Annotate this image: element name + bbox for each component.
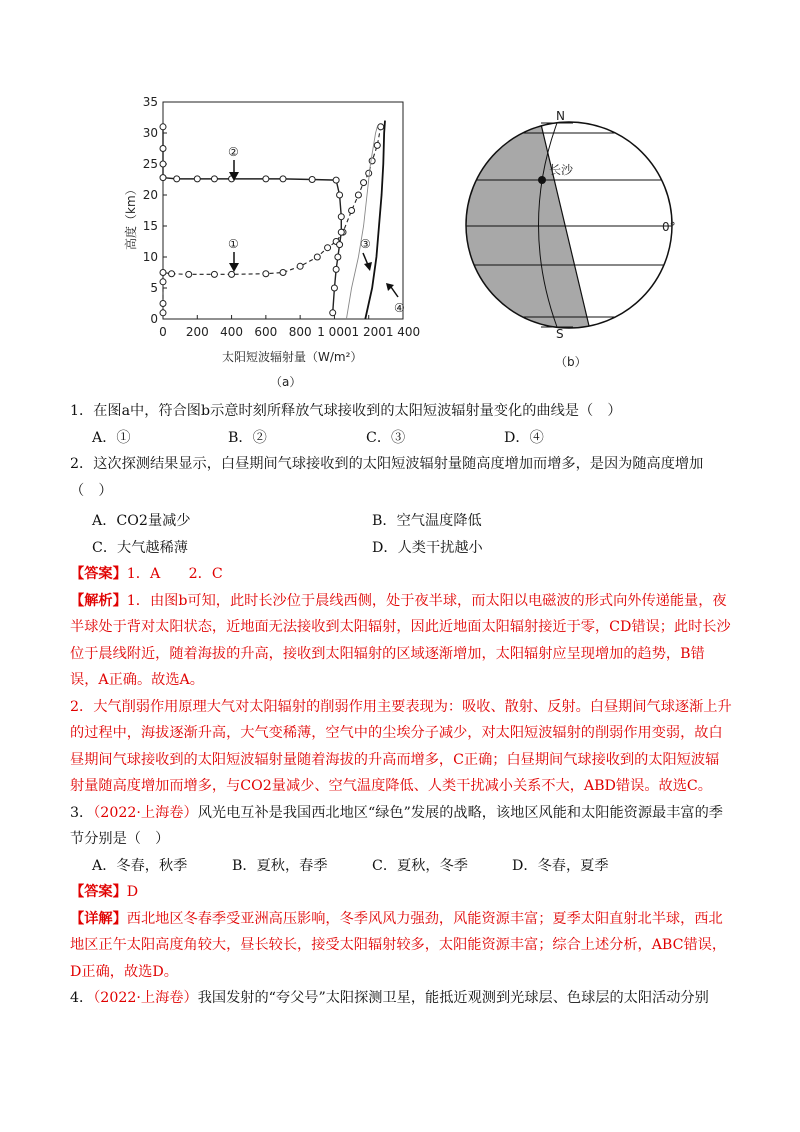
q1-option-b: B．②	[228, 429, 267, 446]
changsha-point	[538, 176, 546, 184]
y-tick-label: 35	[142, 95, 158, 109]
detail-3	[70, 906, 732, 986]
q1-option-d: D．④	[504, 429, 544, 446]
series-point-2	[337, 242, 343, 248]
q2-stem: 2．这次探测结果显示，白昼期间气球接收到的太阳短波辐射量随高度增加而增多，是因为随高度增加（ ）	[70, 456, 704, 499]
series-point-1	[160, 310, 166, 316]
x-tick-label: 1 000	[317, 325, 352, 339]
q2-option-a: A．CO2量减少	[92, 513, 191, 529]
answer-3	[70, 879, 732, 906]
curve-label-3: ③	[360, 237, 371, 251]
q3-source: （2022·上海卷）	[93, 804, 198, 821]
y-tick-label: 0	[150, 312, 158, 326]
series-point-2	[333, 266, 339, 272]
q1-options	[70, 425, 732, 452]
series-point-1	[229, 271, 235, 277]
q3-option-c: C．夏秋，冬季	[372, 857, 468, 874]
city-label: 长沙	[549, 163, 574, 177]
north-label: N	[556, 109, 565, 123]
q2-option-b: B．空气温度降低	[372, 513, 482, 529]
series-point-1	[211, 271, 217, 277]
x-axis-label: 太阳短波辐射量（W/m²）	[222, 350, 363, 364]
y-tick-label: 20	[142, 188, 158, 202]
globe-b	[460, 109, 680, 369]
equator-label: 0°	[662, 220, 676, 234]
series-point-1	[160, 279, 166, 285]
detail-3-tag: 【详解】	[70, 910, 127, 927]
series-point-2	[335, 254, 341, 260]
chart-a	[123, 95, 420, 389]
q3-number: 3．	[70, 804, 94, 821]
detail-3-text: 西北地区冬春季受亚洲高压影响，冬季风风力强劲，风能资源丰富；夏季太阳直射北半球，西北地区正午太阳高度角较大，昼长较长，接受太阳辐射较多，太阳能资源丰富；综合上述分析，ABC错误，D正确，故选D。	[70, 910, 727, 980]
series-point-1	[361, 180, 367, 186]
q2-options-row1	[70, 508, 732, 535]
arrow-3-head	[364, 262, 372, 271]
q1-option-c: C．③	[366, 429, 406, 446]
x-tick-label: 1 400	[385, 325, 421, 339]
series-point-2	[331, 285, 337, 291]
q4-stem	[70, 985, 732, 1012]
question-text	[70, 398, 732, 1012]
y-tick-label: 30	[142, 126, 158, 140]
x-tick-label: 1 200	[351, 325, 386, 339]
y-tick-label: 10	[142, 250, 158, 264]
q3-text: 风光电互补是我国西北地区“绿色”发展的战略，该地区风能和太阳能资源最丰富的季节分别是（ ）	[70, 804, 723, 847]
curve-label-2: ②	[228, 145, 239, 159]
series-point-2	[160, 161, 166, 167]
series-point-1	[263, 271, 269, 277]
series-point-1	[160, 301, 166, 307]
q3-stem	[70, 800, 732, 853]
figures-area	[0, 0, 800, 400]
answer-tag: 【答案】	[70, 566, 127, 582]
series-point-2	[160, 175, 166, 181]
series-point-1	[297, 263, 303, 269]
q1-option-a: A．①	[92, 429, 131, 446]
answer-3-text: D	[126, 884, 139, 900]
chart-a-frame	[163, 102, 403, 319]
series-point-2	[211, 176, 217, 182]
q3-option-b: B．夏秋，春季	[232, 857, 328, 874]
series-point-1	[378, 124, 384, 130]
analysis-text-1: 1．由图b可知，此时长沙位于晨线西侧，处于夜半球，而太阳以电磁波的形式向外传递能量，夜半球处于背对太阳状态，近地面无法接收到太阳辐射，因此近地面太阳辐射接近于零，CD错误；此时长沙位于晨线附近，随着海拔的升高，接收到太阳辐射的区域逐渐增加，太阳辐射应呈现增加的趋势，B错误，A正确。故选A。	[70, 592, 731, 688]
series-point-2	[333, 177, 339, 183]
q3-option-d: D．冬春，夏季	[512, 857, 609, 874]
q4-number: 4．	[70, 990, 94, 1006]
series-point-1	[160, 270, 166, 276]
series-point-2	[160, 146, 166, 152]
x-tick-label: 0	[159, 325, 167, 339]
figure-a-caption: （a）	[270, 375, 302, 389]
answer-text: 1．A 2．C	[126, 566, 223, 582]
y-tick-label: 5	[150, 281, 158, 295]
series-point-2	[194, 176, 200, 182]
curve-label-1: ①	[228, 237, 239, 251]
series-line-3	[346, 127, 377, 319]
series-point-2	[280, 176, 286, 182]
south-label: S	[556, 327, 564, 341]
analysis-1	[70, 588, 732, 694]
q2-option-d: D．人类干扰越小	[372, 539, 483, 556]
answer-1-2	[70, 561, 732, 588]
series-point-1	[186, 271, 192, 277]
series-point-1	[369, 158, 375, 164]
y-tick-label: 25	[142, 157, 158, 171]
series-point-2	[174, 176, 180, 182]
figure-b-caption: （b）	[555, 355, 587, 369]
q1-stem: 1．在图a中，符合图b示意时刻所释放气球接收到的太阳短波辐射量变化的曲线是（ ）	[70, 403, 622, 419]
x-tick-label: 400	[220, 325, 244, 339]
arrow-1-head	[229, 263, 239, 272]
series-point-2	[338, 214, 344, 220]
series-point-2	[337, 192, 343, 198]
q3-option-a: A．冬春，秋季	[92, 857, 188, 874]
curve-label-4: ④	[394, 301, 405, 315]
x-tick-label: 600	[254, 325, 278, 339]
x-tick-label: 800	[288, 325, 312, 339]
series-point-2	[330, 310, 336, 316]
series-line-2	[163, 127, 341, 313]
series-point-1	[355, 192, 361, 198]
q2-options-row2	[70, 535, 732, 562]
q4-source: （2022·上海卷）	[93, 990, 198, 1006]
y-tick-label: 15	[142, 219, 158, 233]
series-point-1	[325, 245, 331, 251]
q3-options	[70, 853, 732, 880]
series-point-2	[309, 177, 315, 183]
series-point-1	[374, 142, 380, 148]
answer-3-tag: 【答案】	[70, 884, 127, 900]
series-point-1	[349, 208, 355, 214]
series-point-1	[280, 270, 286, 276]
night-hemisphere	[460, 120, 590, 330]
x-tick-label: 200	[185, 325, 209, 339]
analysis-tag: 【解析】	[70, 592, 127, 609]
series-point-2	[338, 229, 344, 235]
series-point-1	[366, 170, 372, 176]
series-point-1	[314, 254, 320, 260]
series-line-1	[163, 127, 381, 313]
q2-option-c: C．大气越稀薄	[92, 539, 188, 556]
analysis-2: 2．大气削弱作用原理大气对太阳辐射的削弱作用主要表现为：吸收、散射、反射。白昼期间气球逐渐上升的过程中，海拔逐渐升高，大气变稀薄，空气中的尘埃分子减少，对太阳短波辐射的削弱作用变弱，故白昼期间气球接收到的太阳短波辐射量随着海拔的升高而增多，C正确；白昼期间气球接收到的太阳短波辐射量随高度增加而增多，与CO2量减少、空气温度降低、人类干扰减小关系不大，ABD错误。故选C。	[70, 698, 732, 794]
series-point-2	[160, 124, 166, 130]
series-point-1	[169, 271, 175, 277]
q4-text: 我国发射的“夸父号”太阳探测卫星，能抵近观测到光球层、色球层的太阳活动分别	[197, 990, 709, 1006]
series-point-2	[263, 176, 269, 182]
arrow-4-line	[391, 287, 398, 297]
y-axis-label: 高度（km）	[124, 183, 138, 250]
